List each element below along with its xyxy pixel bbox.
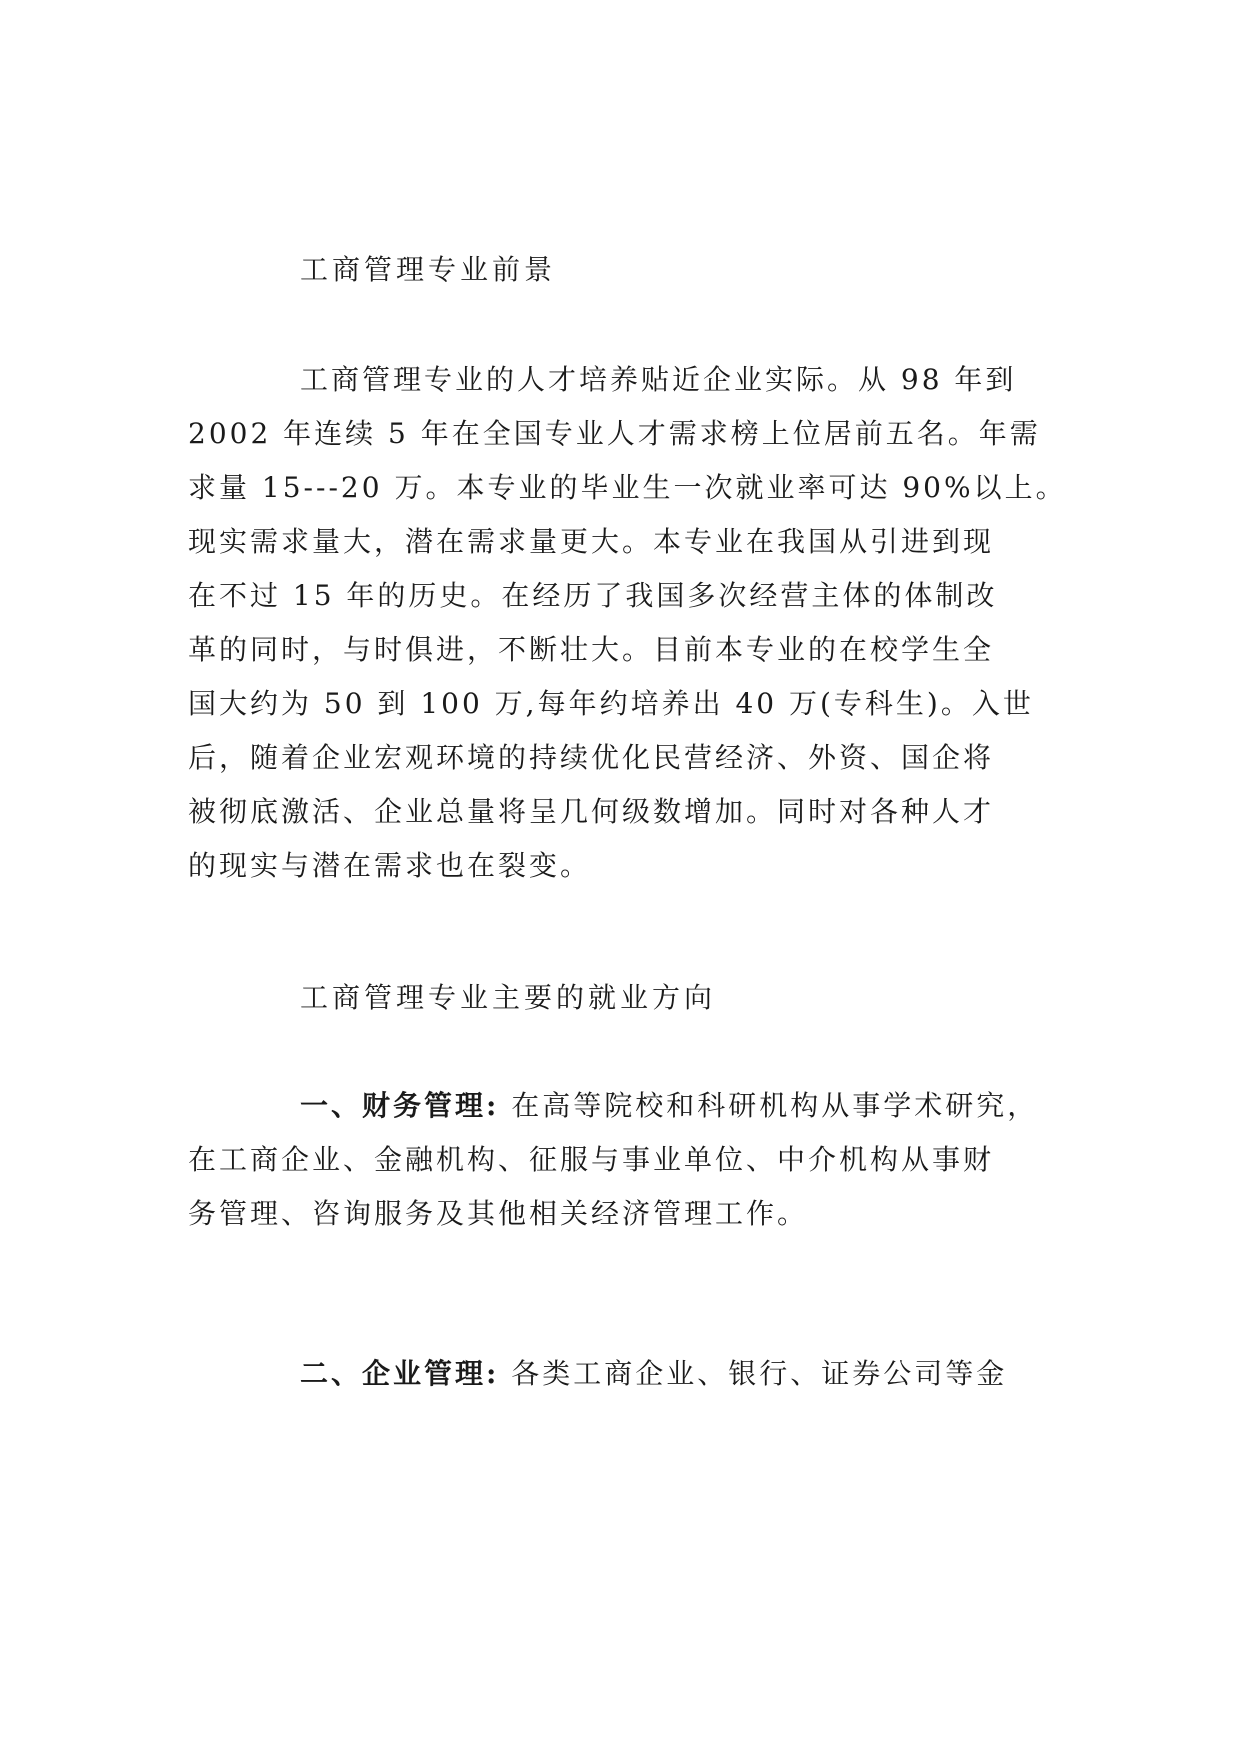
section-title-career-directions: 工商管理专业主要的就业方向 <box>300 981 717 1014</box>
career-item-label: 一、财务管理: <box>300 1089 500 1122</box>
paragraph-line: 求量 15---20 万。本专业的毕业生一次就业率可达 90%以上。 <box>188 471 1067 504</box>
paragraph-line: 2002 年连续 5 年在全国专业人才需求榜上位居前五名。年需 <box>188 417 1041 450</box>
paragraph-line: 后，随着企业宏观环境的持续优化民营经济、外资、国企将 <box>188 741 995 774</box>
career-item-text: 各类工商企业、银行、证券公司等金 <box>499 1357 1008 1390</box>
career-item-line: 务管理、咨询服务及其他相关经济管理工作。 <box>188 1197 809 1230</box>
paragraph-line: 被彻底激活、企业总量将呈几何级数增加。同时对各种人才 <box>188 795 995 828</box>
paragraph-line: 革的同时，与时俱进，不断壮大。目前本专业的在校学生全 <box>188 633 995 666</box>
section-title-prospects: 工商管理专业前景 <box>300 253 557 286</box>
paragraph-line: 在不过 15 年的历史。在经历了我国多次经营主体的体制改 <box>188 579 998 612</box>
career-item-text: 在高等院校和科研机构从事学术研究， <box>499 1089 1039 1122</box>
career-item-first-line <box>300 1076 1060 1136</box>
paragraph-line: 现实需求量大，潜在需求量更大。本专业在我国从引进到现 <box>188 525 995 558</box>
paragraph-line: 工商管理专业的人才培养贴近企业实际。从 98 年到 <box>300 363 1017 396</box>
career-item-line: 在工商企业、金融机构、征服与事业单位、中介机构从事财 <box>188 1143 995 1176</box>
paragraph-line: 的现实与潜在需求也在裂变。 <box>188 849 592 882</box>
career-item-label: 二、企业管理: <box>300 1357 500 1390</box>
paragraph-line: 国大约为 50 到 100 万,每年约培养出 40 万(专科生)。入世 <box>188 687 1034 720</box>
career-item-first-line <box>300 1344 1060 1404</box>
